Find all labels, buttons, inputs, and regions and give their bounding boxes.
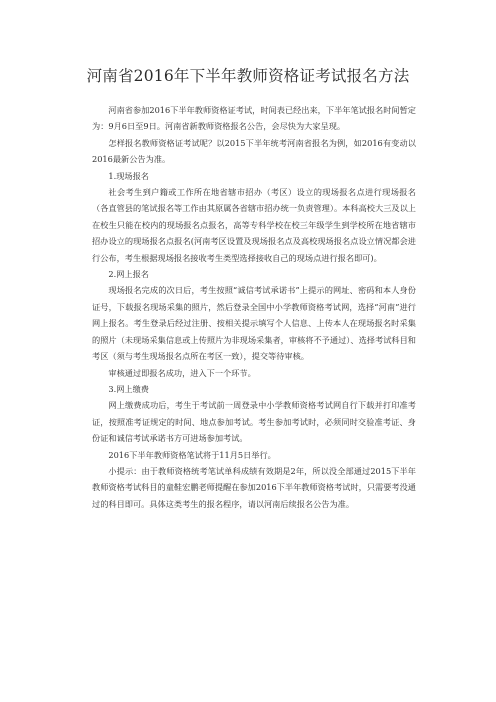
document-body	[92, 102, 416, 512]
exam-date-paragraph: 2016下半年教师资格笔试将于11月5日举行。	[108, 449, 276, 460]
section-heading-onsite-registration: 1.现场报名	[108, 170, 149, 181]
section-heading-online-registration: 2.网上报名	[108, 269, 149, 280]
tip-paragraph: 小提示：由于教师资格统考笔试单科成绩有效期是2年，所以没全部通过2015下半年教师资格考试科目的童鞋宏鹏老师提醒在参加2016下半年教师资格考试时，只需要考没通过的科目即可。具体这类考生的报名程序，请以河南后续报名公告为准。	[92, 465, 416, 509]
online-payment-paragraph: 网上缴费成功后，考生于考试前一周登录中小学教师资格考试网自行下载并打印准考证，按照准考证规定的时间、地点参加考试。考生参加考试时，必须同时交验准考证、身份证和诚信考试承诺书方可进场参加考试。	[92, 400, 416, 444]
onsite-registration-paragraph: 社会考生到户籍或工作所在地省辖市招办（考区）设立的现场报名点进行现场报名（各直管县的笔试报名等工作由其原属各省辖市招办统一负责管理）。本科高校大三及以上在校生只能在校内的现场报名点报名，高等专科学校在校三年级学生到学校所在地省辖市招办设立的现场报名点报名(河南考区设置及现场报名点及高校现场报名点设立情况都会进行公布，考生根据现场报名接收考生类型选择接收自己的现场点进行报名即可)。	[92, 187, 416, 263]
section-heading-online-payment: 3.网上缴费	[108, 383, 149, 394]
document-title: 河南省2016年下半年教师资格证考试报名方法	[86, 67, 410, 85]
review-paragraph: 审核通过即报名成功，进入下一个环节。	[108, 367, 256, 378]
online-registration-paragraph: 现场报名完成的次日后，考生按照“诚信考试承诺书”上提示的网址、密码和本人身份证号，下载报名现场采集的照片，然后登录全国中小学教师资格考试网，选择“河南”进行网上报名。考生登录后经过注册、按相关提示填写个人信息、上传本人在现场报名时采集的照片（未现场采集信息或上传照片为非现场采集者，审核将不予通过）、选择考试科目和考区（须与考生现场报名点所在考区一致），提交等待审核。	[92, 285, 416, 362]
example-paragraph: 怎样报名教师资格证考试呢？以2015下半年统考河南省报名为例，如2016有变动以2016最新公告为准。	[92, 137, 416, 165]
intro-paragraph: 河南省参加2016下半年教师资格证考试，时间表已经出来，下半年笔试报名时间暂定为：9月6日至9日。河南省新教师资格报名公告，会尽快为大家呈现。	[92, 105, 416, 132]
